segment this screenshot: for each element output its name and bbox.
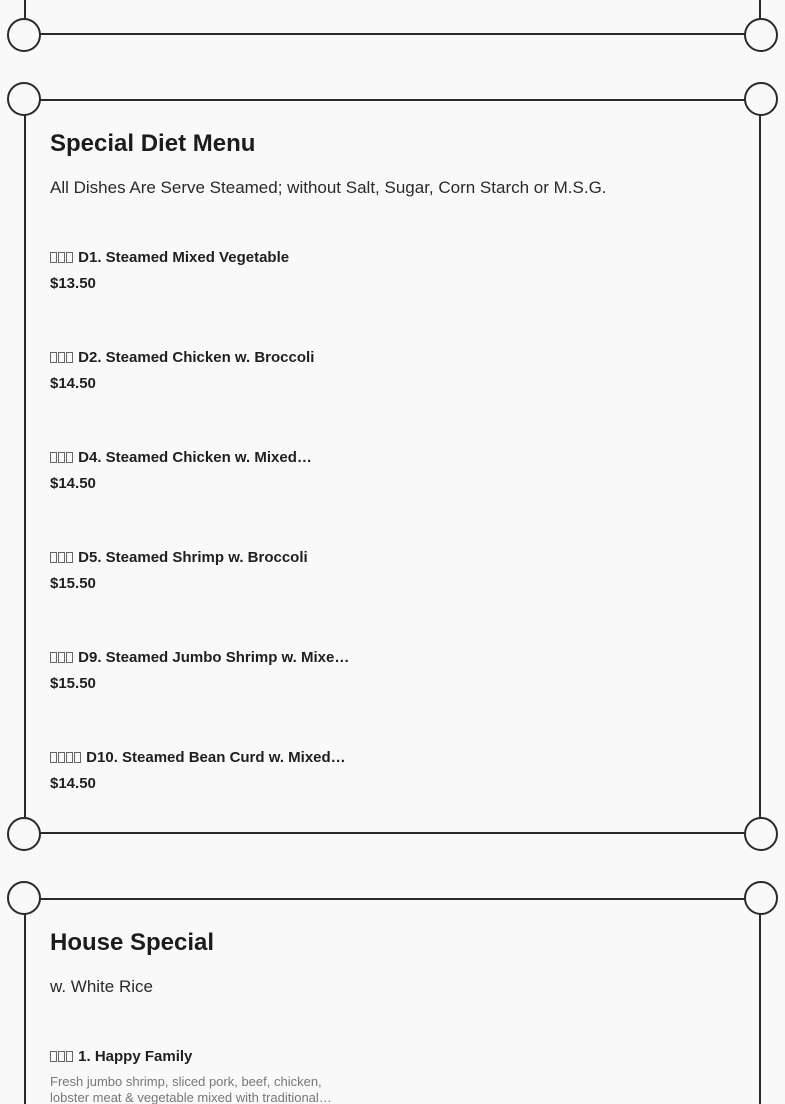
menu-item-price: $13.50	[50, 275, 96, 292]
menu-item-name: D1. Steamed Mixed Vegetable	[50, 249, 370, 267]
menu-item-name: D9. Steamed Jumbo Shrimp w. Mixe…	[50, 649, 370, 667]
card-corner	[744, 881, 778, 915]
menu-item-price: $14.50	[50, 375, 96, 392]
menu-item-price: $14.50	[50, 475, 96, 492]
card-corner	[7, 18, 41, 52]
previous-section-card	[24, 0, 761, 35]
special-diet-section	[24, 99, 761, 834]
menu-item[interactable]	[50, 749, 370, 793]
menu-item-price: $15.50	[50, 575, 96, 592]
menu-item[interactable]	[50, 249, 370, 293]
house-special-section	[24, 898, 761, 1104]
menu-item-name: D2. Steamed Chicken w. Broccoli	[50, 349, 370, 367]
section-title: House Special	[50, 929, 215, 956]
menu-item[interactable]	[50, 549, 370, 593]
card-corner	[744, 817, 778, 851]
menu-item-name: D10. Steamed Bean Curd w. Mixed…	[50, 749, 370, 767]
menu-item-name: 1. Happy Family	[50, 1048, 370, 1066]
menu-item-name: D4. Steamed Chicken w. Mixed…	[50, 449, 370, 467]
menu-item[interactable]	[50, 1048, 370, 1104]
menu-item-name: D5. Steamed Shrimp w. Broccoli	[50, 549, 370, 567]
card-corner	[744, 18, 778, 52]
menu-item-description: Fresh jumbo shrimp, sliced pork, beef, chicken, lobster meat & vegetable mixed with traditional…	[50, 1074, 332, 1104]
menu-item[interactable]	[50, 349, 370, 393]
menu-item-price: $14.50	[50, 775, 96, 792]
card-corner	[7, 82, 41, 116]
card-corner	[744, 82, 778, 116]
section-subtitle: All Dishes Are Serve Steamed; without Salt, Sugar, Corn Starch or M.S.G.	[50, 178, 607, 197]
menu-item[interactable]	[50, 449, 370, 493]
section-subtitle: w. White Rice	[50, 977, 153, 996]
card-corner	[7, 817, 41, 851]
section-title: Special Diet Menu	[50, 130, 256, 157]
menu-item[interactable]	[50, 649, 370, 693]
menu-item-price: $15.50	[50, 675, 96, 692]
card-corner	[7, 881, 41, 915]
